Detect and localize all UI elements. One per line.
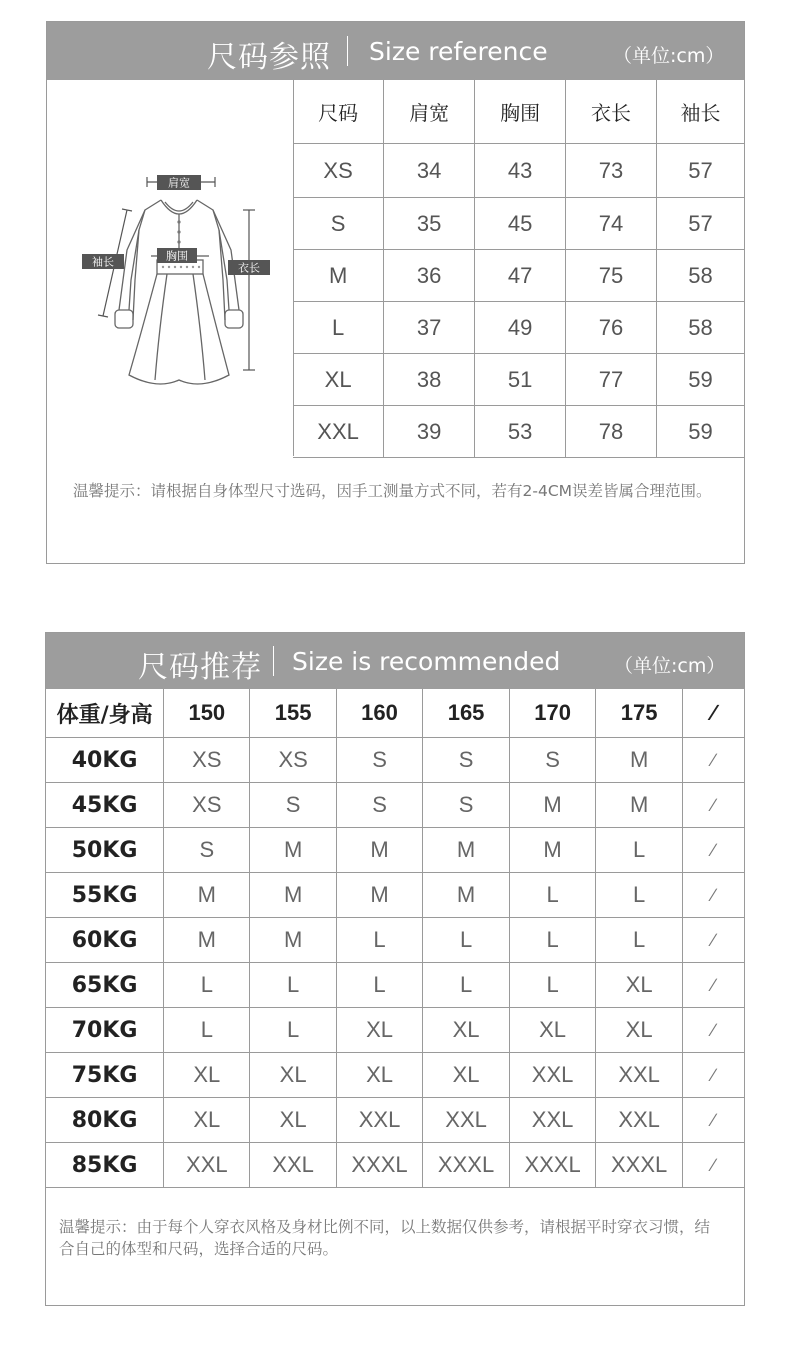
measurement-cell: 47 <box>475 250 566 302</box>
size-cell: XS <box>293 144 384 198</box>
recommended-size-cell: ∕ <box>682 1008 744 1053</box>
recommended-size-cell: ∕ <box>682 873 744 918</box>
recommended-size-cell: ∕ <box>682 783 744 828</box>
weight-cell: 55KG <box>46 873 164 918</box>
recommended-size-cell: XXXL <box>596 1143 683 1188</box>
recommended-size-cell: ∕ <box>682 738 744 783</box>
recommended-size-cell: L <box>423 963 510 1008</box>
recommended-size-cell: M <box>596 783 683 828</box>
recommended-size-cell: M <box>164 873 250 918</box>
recommended-size-cell: XXL <box>164 1143 250 1188</box>
recommended-size-cell: XL <box>509 1008 596 1053</box>
shoulder-label: 肩宽 <box>168 176 190 190</box>
weight-cell: 75KG <box>46 1053 164 1098</box>
table-row <box>46 1143 744 1188</box>
recommended-size-cell: XL <box>596 963 683 1008</box>
size-reference-note: 温馨提示：请根据自身体型尺寸选码，因手工测量方式不同，若有2-4CM误差皆属合理范围。 <box>73 482 712 500</box>
table-row <box>46 738 744 783</box>
size-recommended-table <box>46 689 744 1188</box>
weight-cell: 80KG <box>46 1098 164 1143</box>
table-row <box>46 873 744 918</box>
measurement-cell: 38 <box>384 354 475 406</box>
table-row <box>46 963 744 1008</box>
recommended-size-cell: XXL <box>423 1098 510 1143</box>
measurement-cell: 74 <box>566 198 657 250</box>
weight-cell: 85KG <box>46 1143 164 1188</box>
recommended-size-cell: L <box>509 963 596 1008</box>
unit-label: （单位:cm） <box>614 655 726 677</box>
size-cell: XL <box>293 354 384 406</box>
weight-cell: 45KG <box>46 783 164 828</box>
size-cell: S <box>293 198 384 250</box>
size-cell: L <box>293 302 384 354</box>
recommended-size-cell: XXL <box>509 1053 596 1098</box>
measurement-cell: 58 <box>656 250 744 302</box>
table-row <box>46 828 744 873</box>
recommended-size-cell: XXL <box>596 1098 683 1143</box>
size-reference-title-cn: 尺码参照 <box>207 40 331 75</box>
measurement-cell: 57 <box>656 144 744 198</box>
recommended-size-cell: XL <box>250 1098 336 1143</box>
dress-illustration <box>47 80 293 456</box>
size-recommended-title-cn: 尺码推荐 <box>138 650 262 685</box>
height-header: ∕ <box>682 689 744 738</box>
recommended-size-cell: XS <box>164 783 250 828</box>
table-row <box>293 198 744 250</box>
measurement-cell: 49 <box>475 302 566 354</box>
recommended-size-cell: XXL <box>336 1098 423 1143</box>
table-row <box>46 1098 744 1143</box>
recommended-size-cell: M <box>509 828 596 873</box>
size-reference-header <box>47 22 744 80</box>
size-reference-title-en: Size reference <box>369 37 548 66</box>
measurement-cell: 75 <box>566 250 657 302</box>
measurement-cell: 39 <box>384 406 475 458</box>
weight-cell: 40KG <box>46 738 164 783</box>
recommended-size-cell: S <box>164 828 250 873</box>
recommended-size-cell: XL <box>336 1053 423 1098</box>
recommended-size-cell: L <box>596 873 683 918</box>
recommended-size-cell: M <box>250 918 336 963</box>
column-header: 胸围 <box>475 80 566 144</box>
height-header: 155 <box>250 689 336 738</box>
measurement-cell: 73 <box>566 144 657 198</box>
recommended-size-cell: XXL <box>250 1143 336 1188</box>
recommended-size-cell: S <box>250 783 336 828</box>
table-row <box>46 783 744 828</box>
table-row <box>293 302 744 354</box>
size-recommended-header <box>46 633 744 689</box>
recommended-size-cell: ∕ <box>682 918 744 963</box>
recommended-size-cell: M <box>509 783 596 828</box>
recommended-size-cell: L <box>596 828 683 873</box>
measurement-cell: 43 <box>475 144 566 198</box>
garment-measurement-diagram <box>47 80 294 456</box>
recommended-size-cell: S <box>423 783 510 828</box>
chest-label: 胸围 <box>166 249 188 263</box>
recommended-size-cell: XL <box>596 1008 683 1053</box>
measurement-cell: 59 <box>656 354 744 406</box>
recommended-size-cell: M <box>423 873 510 918</box>
measurement-cell: 76 <box>566 302 657 354</box>
weight-cell: 65KG <box>46 963 164 1008</box>
measurement-cell: 58 <box>656 302 744 354</box>
height-header: 150 <box>164 689 250 738</box>
weight-cell: 50KG <box>46 828 164 873</box>
measurement-cell: 37 <box>384 302 475 354</box>
size-reference-table <box>293 80 744 458</box>
size-reference-section <box>46 21 745 564</box>
recommended-size-cell: S <box>423 738 510 783</box>
measurement-cell: 34 <box>384 144 475 198</box>
recommended-size-cell: ∕ <box>682 1098 744 1143</box>
measurement-cell: 59 <box>656 406 744 458</box>
recommended-size-cell: M <box>423 828 510 873</box>
measurement-cell: 78 <box>566 406 657 458</box>
table-row <box>293 406 744 458</box>
table-header-row <box>46 689 744 738</box>
size-recommended-section <box>45 632 745 1306</box>
recommended-size-cell: S <box>336 783 423 828</box>
recommended-size-cell: XS <box>250 738 336 783</box>
recommended-size-cell: M <box>250 873 336 918</box>
recommended-size-cell: M <box>336 873 423 918</box>
recommended-size-cell: L <box>336 963 423 1008</box>
recommended-size-cell: XL <box>250 1053 336 1098</box>
measurement-cell: 36 <box>384 250 475 302</box>
recommended-size-cell: L <box>250 1008 336 1053</box>
table-row <box>293 354 744 406</box>
weight-cell: 70KG <box>46 1008 164 1053</box>
size-recommended-note: 温馨提示：由于每个人穿衣风格及身材比例不同，以上数据仅供参考，请根据平时穿衣习惯，结合自己的体型和尺码，选择合适的尺码。 <box>59 1218 711 1258</box>
recommended-size-cell: L <box>250 963 336 1008</box>
height-header: 175 <box>596 689 683 738</box>
column-header: 袖长 <box>656 80 744 144</box>
recommended-size-cell: XS <box>164 738 250 783</box>
length-label: 衣长 <box>238 261 260 275</box>
recommended-size-cell: ∕ <box>682 828 744 873</box>
measurement-cell: 35 <box>384 198 475 250</box>
recommended-size-cell: L <box>164 963 250 1008</box>
weight-height-header: 体重/身高 <box>46 689 164 738</box>
table-row <box>46 1053 744 1098</box>
table-row <box>46 1008 744 1053</box>
recommended-size-cell: L <box>509 918 596 963</box>
recommended-size-cell: XL <box>164 1053 250 1098</box>
recommended-size-cell: XL <box>423 1008 510 1053</box>
size-recommended-title-en: Size is recommended <box>292 647 561 676</box>
height-header: 170 <box>509 689 596 738</box>
header-divider <box>347 36 348 66</box>
size-cell: M <box>293 250 384 302</box>
column-header: 尺码 <box>293 80 384 144</box>
recommended-size-cell: XL <box>423 1053 510 1098</box>
height-header: 160 <box>336 689 423 738</box>
recommended-size-cell: L <box>164 1008 250 1053</box>
recommended-size-cell: XXXL <box>336 1143 423 1188</box>
measurement-cell: 77 <box>566 354 657 406</box>
recommended-size-cell: M <box>250 828 336 873</box>
table-header-row <box>293 80 744 144</box>
recommended-size-cell: XXL <box>509 1098 596 1143</box>
recommended-size-cell: L <box>336 918 423 963</box>
recommended-size-cell: M <box>336 828 423 873</box>
recommended-size-cell: S <box>509 738 596 783</box>
recommended-size-cell: ∕ <box>682 1143 744 1188</box>
recommended-size-cell: ∕ <box>682 963 744 1008</box>
recommended-size-cell: L <box>596 918 683 963</box>
column-header: 衣长 <box>566 80 657 144</box>
column-header: 肩宽 <box>384 80 475 144</box>
unit-label: （单位:cm） <box>613 45 725 67</box>
table-row <box>46 918 744 963</box>
sleeve-label: 袖长 <box>92 255 114 269</box>
recommended-size-cell: M <box>596 738 683 783</box>
recommended-size-cell: ∕ <box>682 1053 744 1098</box>
table-row <box>293 144 744 198</box>
recommended-size-cell: XXL <box>596 1053 683 1098</box>
recommended-size-cell: XL <box>336 1008 423 1053</box>
weight-cell: 60KG <box>46 918 164 963</box>
recommended-size-cell: L <box>423 918 510 963</box>
height-header: 165 <box>423 689 510 738</box>
measurement-cell: 51 <box>475 354 566 406</box>
recommended-size-cell: XXXL <box>509 1143 596 1188</box>
header-divider <box>273 646 274 676</box>
recommended-size-cell: M <box>164 918 250 963</box>
recommended-size-cell: L <box>509 873 596 918</box>
table-row <box>293 250 744 302</box>
measurement-cell: 57 <box>656 198 744 250</box>
measurement-cell: 45 <box>475 198 566 250</box>
measurement-cell: 53 <box>475 406 566 458</box>
recommended-size-cell: XL <box>164 1098 250 1143</box>
recommended-size-cell: XXXL <box>423 1143 510 1188</box>
size-cell: XXL <box>293 406 384 458</box>
recommended-size-cell: S <box>336 738 423 783</box>
